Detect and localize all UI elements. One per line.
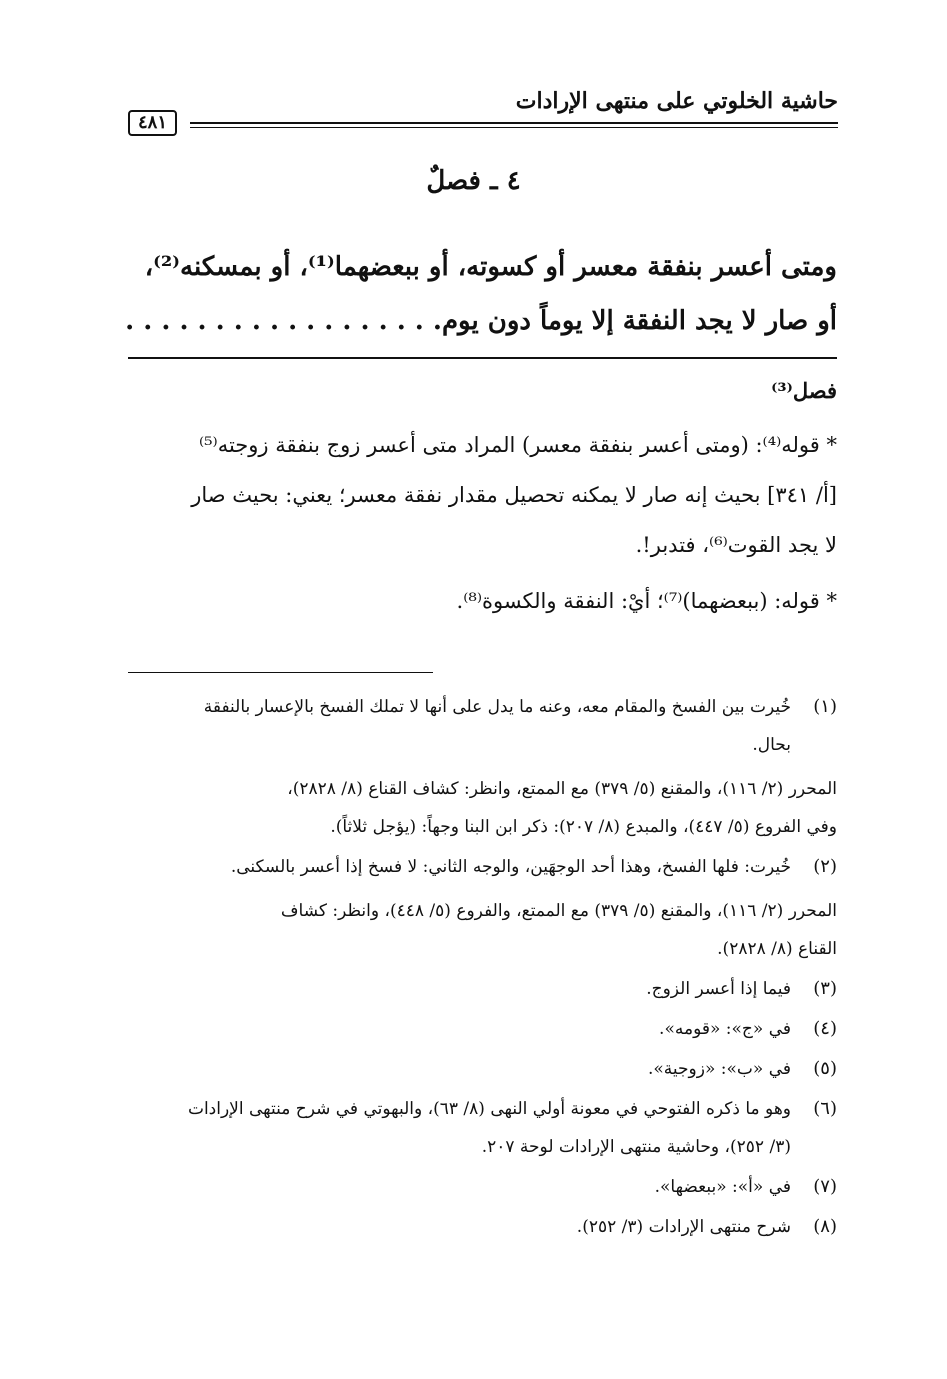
- commentary-line: [أ/ ٣٤١] بحيث إنه صار لا يمكنه تحصيل مقدار نفقة معسر؛ يعني: بحيث صار: [191, 483, 837, 507]
- footnote-divider: [128, 672, 433, 673]
- header-rule: [190, 122, 838, 128]
- footnote-body: [128, 1168, 791, 1206]
- footnote-line: شرح منتهى الإرادات (٣/ ٢٥٢).: [576, 1217, 791, 1237]
- footnote-line: بحال.: [752, 735, 791, 755]
- commentary-line: لا يجد القوت⁽⁶⁾، فتدبر!.: [635, 533, 837, 557]
- page-header: [128, 78, 838, 138]
- footnote-number: (٣): [813, 978, 837, 999]
- matn-divider: [128, 357, 837, 359]
- footnote: [128, 1010, 837, 1048]
- footnotes: [128, 688, 837, 1248]
- footnote-line: خُيرت بين الفسخ والمقام معه، وعنه ما يدل على أنها لا تملك الفسخ بالإعسار بالنفقة: [203, 697, 791, 717]
- footnote-number: (٥): [813, 1058, 837, 1079]
- footnote: [128, 688, 837, 764]
- footnote: [128, 1090, 837, 1166]
- footnote-number: (٧): [813, 1176, 837, 1197]
- footnote-continuation-line: وفي الفروع (٥/ ٤٤٧)، والمبدع (٨/ ٢٠٧): ذكر ابن البنا وجهاً: (يؤجل ثلاثاً).: [330, 817, 837, 837]
- footnote-body: [128, 970, 791, 1008]
- footnote-line: (٣/ ٢٥٢)، وحاشية منتهى الإرادات لوحة ٢٠٧.: [481, 1137, 791, 1157]
- footnote-continuation: [128, 892, 837, 968]
- footnote-line: في «ج»: «قومه».: [659, 1019, 791, 1039]
- footnote: [128, 1050, 837, 1088]
- footnote-continuation-line: القناع (٨/ ٢٨٢٨).: [717, 939, 837, 959]
- footnote: [128, 848, 837, 886]
- matn-line: ومتى أعسر بنفقة معسر أو كسوته، أو ببعضهما⁽¹⁾، أو بمسكنه⁽²⁾،: [144, 252, 837, 282]
- commentary-line: * قوله⁽⁴⁾: (ومتى أعسر بنفقة معسر) المراد متى أعسر زوج بنفقة زوجته⁽⁵⁾: [198, 433, 837, 457]
- footnote-line: وهو ما ذكره الفتوحي في معونة أولي النهى (٨/ ٦٣)، والبهوتي في شرح منتهى الإرادات: [187, 1099, 791, 1119]
- footnote: [128, 970, 837, 1008]
- footnote-body: [128, 1090, 791, 1166]
- footnote: [128, 1168, 837, 1206]
- footnote-line: في «ب»: «زوجية».: [647, 1059, 791, 1079]
- footnote-number: (٦): [813, 1098, 837, 1119]
- running-title: حاشية الخلوتي على منتهى الإرادات: [515, 88, 838, 114]
- footnote-line: فيما إذا أعسر الزوج.: [646, 979, 791, 999]
- footnote-body: [128, 1010, 791, 1048]
- footnote-body: [128, 1208, 791, 1246]
- matn-line: أو صار لا يجد النفقة إلا يوماً دون يوم. . . . . . . . . . . . . . . . . .: [125, 306, 837, 336]
- footnote-line: في «أ»: «ببعضها».: [654, 1177, 791, 1197]
- footnote: [128, 1208, 837, 1246]
- footnote-body: [128, 688, 791, 764]
- footnote-number: (٢): [813, 856, 837, 877]
- commentary-line: * قوله: (ببعضهما)⁽⁷⁾؛ أيْ: النفقة والكسوة⁽⁸⁾.: [456, 589, 837, 613]
- footnote-continuation-line: المحرر (٢/ ١١٦)، والمقنع (٥/ ٣٧٩) مع الممتع، وانظر: كشاف القناع (٨/ ٢٨٢٨)،: [287, 779, 837, 799]
- footnote-continuation-line: المحرر (٢/ ١١٦)، والمقنع (٥/ ٣٧٩) مع الممتع، والفروع (٥/ ٤٤٨)، وانظر: كشاف: [280, 901, 837, 921]
- footnote-number: (٤): [813, 1018, 837, 1039]
- footnote-line: خُيرت: فلها الفسخ، وهذا أحد الوجهَين، والوجه الثاني: لا فسخ إذا أعسر بالسكنى.: [230, 857, 791, 877]
- section-title: ٤ ـ فصلٌ: [426, 166, 521, 196]
- footnote-body: [128, 1050, 791, 1088]
- footnote-number: (١): [813, 696, 837, 717]
- footnote-body: [128, 848, 791, 886]
- footnote-number: (٨): [813, 1216, 837, 1237]
- commentary: [128, 366, 837, 626]
- page-number: ٤٨١: [128, 110, 177, 136]
- matn-text: [125, 240, 837, 348]
- footnote-continuation: [128, 770, 837, 846]
- commentary-title: فصل⁽³⁾: [771, 378, 837, 403]
